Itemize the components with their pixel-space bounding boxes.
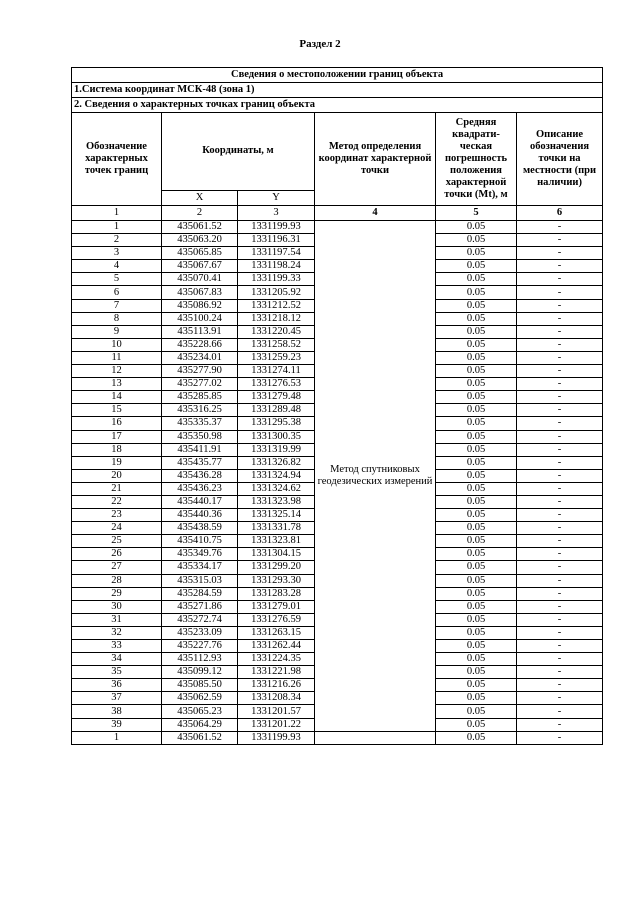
coordinate-x: 435272.74 — [162, 613, 238, 626]
error-value: 0.05 — [436, 561, 517, 574]
coordinate-x: 435067.83 — [162, 286, 238, 299]
coordinate-x: 435410.75 — [162, 535, 238, 548]
coordinate-x: 435065.23 — [162, 705, 238, 718]
col-number: 3 — [238, 206, 315, 221]
point-number: 9 — [72, 325, 162, 338]
coordinate-x: 435315.03 — [162, 574, 238, 587]
coordinate-x: 435063.20 — [162, 234, 238, 247]
point-number: 26 — [72, 548, 162, 561]
description-value: - — [517, 600, 603, 613]
coordinate-x: 435436.23 — [162, 482, 238, 495]
coordinate-y: 1331279.01 — [238, 600, 315, 613]
description-value: - — [517, 312, 603, 325]
point-number: 31 — [72, 613, 162, 626]
coordinate-y: 1331212.52 — [238, 299, 315, 312]
coordinate-y: 1331205.92 — [238, 286, 315, 299]
error-value: 0.05 — [436, 548, 517, 561]
table-row — [72, 221, 603, 234]
coordinate-x: 435277.90 — [162, 365, 238, 378]
point-number: 15 — [72, 404, 162, 417]
coordinate-x: 435100.24 — [162, 312, 238, 325]
description-value: - — [517, 509, 603, 522]
error-value: 0.05 — [436, 600, 517, 613]
coordinate-x: 435349.76 — [162, 548, 238, 561]
coordinate-x: 435334.17 — [162, 561, 238, 574]
error-value: 0.05 — [436, 351, 517, 364]
column-numbers-row — [72, 206, 603, 221]
point-number: 27 — [72, 561, 162, 574]
coordinate-y: 1331221.98 — [238, 666, 315, 679]
point-number: 20 — [72, 469, 162, 482]
coordinate-x: 435284.59 — [162, 587, 238, 600]
coordinate-x: 435277.02 — [162, 378, 238, 391]
description-value: - — [517, 522, 603, 535]
point-number: 4 — [72, 260, 162, 273]
coordinate-y: 1331216.26 — [238, 679, 315, 692]
coordinate-y: 1331263.15 — [238, 626, 315, 639]
description-value: - — [517, 626, 603, 639]
coordinate-x: 435086.92 — [162, 299, 238, 312]
coordinate-x: 435112.93 — [162, 653, 238, 666]
coordinate-y: 1331276.59 — [238, 613, 315, 626]
error-value: 0.05 — [436, 587, 517, 600]
coordinate-y: 1331208.34 — [238, 692, 315, 705]
error-value: 0.05 — [436, 574, 517, 587]
error-value: 0.05 — [436, 234, 517, 247]
coordinate-y: 1331323.81 — [238, 535, 315, 548]
header-method: Метод определения координат характерной точки — [315, 113, 436, 206]
coordinate-x: 435065.85 — [162, 247, 238, 260]
error-value: 0.05 — [436, 613, 517, 626]
coordinate-x: 435316.25 — [162, 404, 238, 417]
point-number: 12 — [72, 365, 162, 378]
point-number: 5 — [72, 273, 162, 286]
description-value: - — [517, 731, 603, 744]
coordinate-y: 1331299.20 — [238, 561, 315, 574]
section-title: Раздел 2 — [299, 38, 341, 50]
coordinate-x: 435062.59 — [162, 692, 238, 705]
error-value: 0.05 — [436, 718, 517, 731]
error-value: 0.05 — [436, 640, 517, 653]
description-value: - — [517, 718, 603, 731]
error-value: 0.05 — [436, 535, 517, 548]
point-number: 23 — [72, 509, 162, 522]
coordinate-y: 1331283.28 — [238, 587, 315, 600]
description-value: - — [517, 443, 603, 456]
description-value: - — [517, 286, 603, 299]
error-value: 0.05 — [436, 378, 517, 391]
error-value: 0.05 — [436, 731, 517, 744]
error-value: 0.05 — [436, 522, 517, 535]
description-value: - — [517, 548, 603, 561]
error-value: 0.05 — [436, 705, 517, 718]
coordinate-system: 1.Система координат МСК-48 (зона 1) — [72, 83, 603, 98]
point-number: 22 — [72, 495, 162, 508]
point-number: 25 — [72, 535, 162, 548]
description-value: - — [517, 365, 603, 378]
error-value: 0.05 — [436, 443, 517, 456]
point-number: 19 — [72, 456, 162, 469]
description-value: - — [517, 234, 603, 247]
method-empty — [315, 731, 436, 744]
coordinate-x: 435113.91 — [162, 325, 238, 338]
table-title: Сведения о местоположении границ объекта — [72, 68, 603, 83]
error-value: 0.05 — [436, 509, 517, 522]
point-number: 13 — [72, 378, 162, 391]
coordinate-x: 435064.29 — [162, 718, 238, 731]
point-number: 29 — [72, 587, 162, 600]
coordinate-y: 1331196.31 — [238, 234, 315, 247]
point-number: 7 — [72, 299, 162, 312]
error-value: 0.05 — [436, 365, 517, 378]
description-value: - — [517, 482, 603, 495]
coordinate-y: 1331218.12 — [238, 312, 315, 325]
description-value: - — [517, 430, 603, 443]
point-number: 35 — [72, 666, 162, 679]
description-value: - — [517, 640, 603, 653]
coordinate-x: 435099.12 — [162, 666, 238, 679]
error-value: 0.05 — [436, 286, 517, 299]
description-value: - — [517, 338, 603, 351]
coordinate-x: 435227.76 — [162, 640, 238, 653]
coordinate-y: 1331304.15 — [238, 548, 315, 561]
coordinate-x: 435070.41 — [162, 273, 238, 286]
coordinate-x: 435438.59 — [162, 522, 238, 535]
point-number: 18 — [72, 443, 162, 456]
description-value: - — [517, 469, 603, 482]
point-number: 8 — [72, 312, 162, 325]
coordinate-x: 435085.50 — [162, 679, 238, 692]
point-number: 24 — [72, 522, 162, 535]
coordinate-x: 435435.77 — [162, 456, 238, 469]
coordinate-y: 1331326.82 — [238, 456, 315, 469]
error-value: 0.05 — [436, 338, 517, 351]
coordinate-x: 435350.98 — [162, 430, 238, 443]
point-number: 34 — [72, 653, 162, 666]
coordinate-y: 1331199.33 — [238, 273, 315, 286]
point-number: 33 — [72, 640, 162, 653]
header-designation: Обозначение характерных точек границ — [72, 113, 162, 206]
point-number: 38 — [72, 705, 162, 718]
coordinate-y: 1331276.53 — [238, 378, 315, 391]
coordinate-y: 1331262.44 — [238, 640, 315, 653]
description-value: - — [517, 456, 603, 469]
coordinate-y: 1331293.30 — [238, 574, 315, 587]
coordinate-y: 1331289.48 — [238, 404, 315, 417]
table-row — [72, 731, 603, 744]
description-value: - — [517, 417, 603, 430]
error-value: 0.05 — [436, 653, 517, 666]
coordinate-y: 1331224.35 — [238, 653, 315, 666]
error-value: 0.05 — [436, 469, 517, 482]
coordinate-x: 435440.17 — [162, 495, 238, 508]
table-subtitle: 2. Сведения о характерных точках границ объекта — [72, 98, 603, 113]
coordinate-y: 1331295.38 — [238, 417, 315, 430]
point-number: 32 — [72, 626, 162, 639]
coordinate-y: 1331201.22 — [238, 718, 315, 731]
error-value: 0.05 — [436, 391, 517, 404]
point-number: 2 — [72, 234, 162, 247]
coordinate-x: 435234.01 — [162, 351, 238, 364]
description-value: - — [517, 351, 603, 364]
description-value: - — [517, 535, 603, 548]
coordinate-y: 1331319.99 — [238, 443, 315, 456]
description-value: - — [517, 613, 603, 626]
coordinate-x: 435271.86 — [162, 600, 238, 613]
error-value: 0.05 — [436, 495, 517, 508]
description-value: - — [517, 260, 603, 273]
point-number: 10 — [72, 338, 162, 351]
point-number: 30 — [72, 600, 162, 613]
description-value: - — [517, 391, 603, 404]
point-number: 28 — [72, 574, 162, 587]
point-number: 3 — [72, 247, 162, 260]
col-number: 6 — [517, 206, 603, 221]
description-value: - — [517, 404, 603, 417]
error-value: 0.05 — [436, 626, 517, 639]
coordinate-y: 1331331.78 — [238, 522, 315, 535]
coordinate-y: 1331324.62 — [238, 482, 315, 495]
coordinate-x: 435233.09 — [162, 626, 238, 639]
coordinate-x: 435067.67 — [162, 260, 238, 273]
coordinate-y: 1331197.54 — [238, 247, 315, 260]
point-number: 37 — [72, 692, 162, 705]
description-value: - — [517, 587, 603, 600]
description-value: - — [517, 705, 603, 718]
coordinate-x: 435228.66 — [162, 338, 238, 351]
error-value: 0.05 — [436, 299, 517, 312]
coordinate-x: 435061.52 — [162, 731, 238, 744]
coordinate-y: 1331198.24 — [238, 260, 315, 273]
coordinate-y: 1331259.23 — [238, 351, 315, 364]
coordinate-y: 1331324.94 — [238, 469, 315, 482]
description-value: - — [517, 221, 603, 234]
description-value: - — [517, 378, 603, 391]
method-value: Метод спутниковых геодезических измерений — [315, 221, 436, 732]
header-x: X — [162, 190, 238, 205]
error-value: 0.05 — [436, 273, 517, 286]
header-error: Средняя квадрати-ческая погрешность положения характерной точки (Mt), м — [436, 113, 517, 206]
error-value: 0.05 — [436, 456, 517, 469]
col-number: 5 — [436, 206, 517, 221]
error-value: 0.05 — [436, 221, 517, 234]
col-number: 4 — [315, 206, 436, 221]
coordinate-y: 1331199.93 — [238, 731, 315, 744]
coordinate-y: 1331220.45 — [238, 325, 315, 338]
error-value: 0.05 — [436, 666, 517, 679]
error-value: 0.05 — [436, 482, 517, 495]
col-number: 1 — [72, 206, 162, 221]
description-value: - — [517, 653, 603, 666]
coordinate-x: 435285.85 — [162, 391, 238, 404]
error-value: 0.05 — [436, 260, 517, 273]
coordinate-x: 435061.52 — [162, 221, 238, 234]
header-y: Y — [238, 190, 315, 205]
point-number: 39 — [72, 718, 162, 731]
coordinate-x: 435440.36 — [162, 509, 238, 522]
point-number: 14 — [72, 391, 162, 404]
coordinate-x: 435436.28 — [162, 469, 238, 482]
description-value: - — [517, 247, 603, 260]
error-value: 0.05 — [436, 404, 517, 417]
header-description: Описание обозначения точки на местности (при наличии) — [517, 113, 603, 206]
header-coordinates: Координаты, м — [162, 113, 315, 191]
error-value: 0.05 — [436, 325, 517, 338]
error-value: 0.05 — [436, 417, 517, 430]
point-number: 17 — [72, 430, 162, 443]
description-value: - — [517, 495, 603, 508]
error-value: 0.05 — [436, 312, 517, 325]
description-value: - — [517, 273, 603, 286]
coordinate-y: 1331279.48 — [238, 391, 315, 404]
coordinate-y: 1331258.52 — [238, 338, 315, 351]
description-value: - — [517, 679, 603, 692]
point-number: 16 — [72, 417, 162, 430]
coordinate-y: 1331274.11 — [238, 365, 315, 378]
coordinate-y: 1331199.93 — [238, 221, 315, 234]
point-number: 36 — [72, 679, 162, 692]
point-number: 1 — [72, 221, 162, 234]
error-value: 0.05 — [436, 692, 517, 705]
coordinate-y: 1331323.98 — [238, 495, 315, 508]
point-number: 11 — [72, 351, 162, 364]
point-number: 6 — [72, 286, 162, 299]
coordinate-x: 435411.91 — [162, 443, 238, 456]
coordinate-y: 1331300.35 — [238, 430, 315, 443]
coordinate-y: 1331201.57 — [238, 705, 315, 718]
description-value: - — [517, 692, 603, 705]
coordinate-x: 435335.37 — [162, 417, 238, 430]
coordinate-y: 1331325.14 — [238, 509, 315, 522]
description-value: - — [517, 574, 603, 587]
boundary-points-table — [71, 67, 603, 745]
description-value: - — [517, 325, 603, 338]
error-value: 0.05 — [436, 679, 517, 692]
error-value: 0.05 — [436, 430, 517, 443]
description-value: - — [517, 299, 603, 312]
description-value: - — [517, 561, 603, 574]
col-number: 2 — [162, 206, 238, 221]
description-value: - — [517, 666, 603, 679]
point-number: 21 — [72, 482, 162, 495]
point-number: 1 — [72, 731, 162, 744]
error-value: 0.05 — [436, 247, 517, 260]
